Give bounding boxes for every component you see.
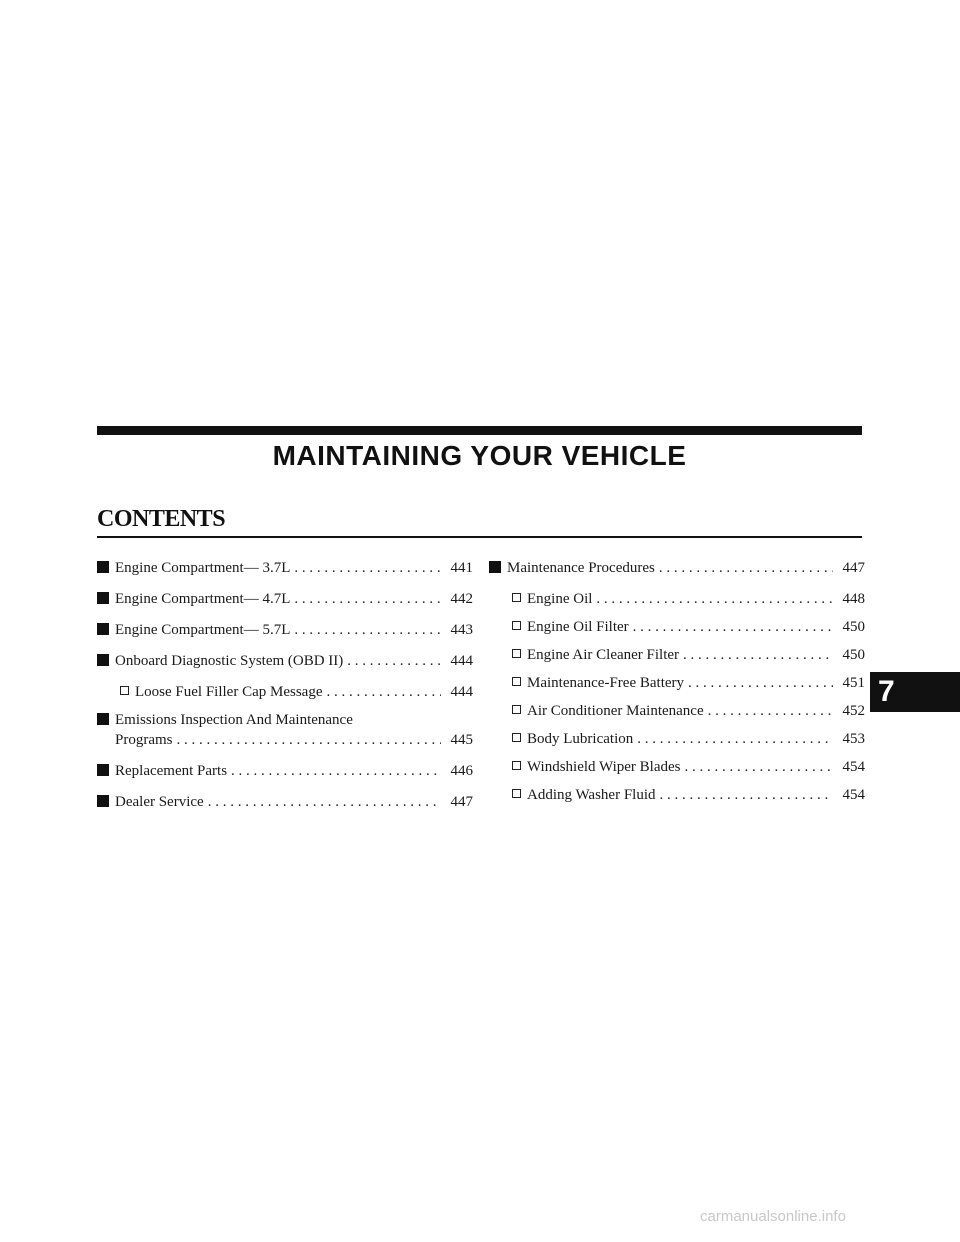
toc-entry-label: Engine Air Cleaner Filter — [527, 647, 680, 663]
toc-entry-page: 453 — [842, 731, 865, 747]
toc-entry-label: Engine Compartment— 4.7L — [115, 591, 291, 607]
toc-entry-page: 447 — [842, 560, 865, 576]
toc-entry-page: 454 — [842, 787, 865, 803]
open-square-bullet-icon — [512, 789, 521, 798]
open-square-bullet-icon — [512, 593, 521, 602]
square-bullet-icon — [97, 623, 109, 635]
toc-entry-page: 452 — [842, 703, 865, 719]
open-square-bullet-icon — [512, 733, 521, 742]
toc-entry-label: Emissions Inspection And Maintenance — [115, 712, 353, 728]
open-square-bullet-icon — [120, 686, 129, 695]
toc-entry[interactable] — [97, 620, 473, 640]
watermark: carmanualsonline.info — [700, 1208, 846, 1225]
contents-rule — [97, 536, 862, 538]
toc-entry[interactable] — [97, 558, 473, 578]
toc-entry[interactable] — [97, 710, 473, 750]
toc-entry[interactable] — [97, 792, 473, 812]
toc-entry-label: Engine Oil Filter — [527, 619, 629, 635]
dot-leader — [659, 558, 833, 578]
toc-entry-label: Onboard Diagnostic System (OBD II) — [115, 653, 344, 669]
toc-entry[interactable] — [489, 757, 865, 777]
toc-entry[interactable] — [489, 558, 865, 578]
toc-column-left — [97, 558, 473, 823]
square-bullet-icon — [97, 795, 109, 807]
dot-leader — [294, 589, 441, 609]
dot-leader — [637, 729, 833, 749]
open-square-bullet-icon — [512, 677, 521, 686]
toc-column-right — [489, 558, 865, 813]
toc-entry-label: Loose Fuel Filler Cap Message — [135, 684, 323, 700]
toc-entry-label: Maintenance Procedures — [507, 560, 655, 576]
toc-entry-label: Maintenance-Free Battery — [527, 675, 685, 691]
toc-entry-label: Body Lubrication — [527, 731, 634, 747]
square-bullet-icon — [97, 561, 109, 573]
toc-entry-page: 450 — [842, 647, 865, 663]
dot-leader — [596, 589, 833, 609]
toc-entry[interactable] — [489, 701, 865, 721]
toc-entry-page: 445 — [450, 732, 473, 748]
open-square-bullet-icon — [512, 621, 521, 630]
toc-entry-label: Engine Oil — [527, 591, 593, 607]
toc-entry-label: Windshield Wiper Blades — [527, 759, 681, 775]
toc-entry[interactable] — [489, 645, 865, 665]
dot-leader — [208, 792, 441, 812]
toc-entry[interactable] — [489, 785, 865, 805]
open-square-bullet-icon — [512, 705, 521, 714]
toc-entry-page: 441 — [450, 560, 473, 576]
square-bullet-icon — [97, 592, 109, 604]
toc-entry-label: Air Conditioner Maintenance — [527, 703, 704, 719]
square-bullet-icon — [97, 654, 109, 666]
toc-entry-page: 447 — [450, 794, 473, 810]
square-bullet-icon — [489, 561, 501, 573]
chapter-top-rule — [97, 426, 862, 435]
toc-entry-page: 454 — [842, 759, 865, 775]
toc-entry-label: Engine Compartment— 3.7L — [115, 560, 291, 576]
toc-entry-page: 442 — [450, 591, 473, 607]
toc-entry-page: 444 — [450, 653, 473, 669]
toc-entry-label: Dealer Service — [115, 794, 204, 810]
toc-entry-label-continued: Programs — [115, 732, 173, 748]
dot-leader — [294, 558, 441, 578]
dot-leader — [685, 757, 834, 777]
toc-entry[interactable] — [97, 589, 473, 609]
dot-leader — [683, 645, 833, 665]
square-bullet-icon — [97, 713, 109, 725]
dot-leader — [347, 651, 441, 671]
toc-entry[interactable] — [489, 589, 865, 609]
chapter-tab[interactable]: 7 — [870, 672, 960, 712]
toc-entry-page: 444 — [450, 684, 473, 700]
open-square-bullet-icon — [512, 761, 521, 770]
toc-entry-page: 446 — [450, 763, 473, 779]
dot-leader — [177, 730, 442, 750]
toc-entry[interactable] — [97, 761, 473, 781]
toc-entry-label: Adding Washer Fluid — [527, 787, 656, 803]
toc-entry-page: 450 — [842, 619, 865, 635]
toc-entry-page: 443 — [450, 622, 473, 638]
toc-entry-label: Replacement Parts — [115, 763, 228, 779]
toc-entry[interactable] — [489, 673, 865, 693]
dot-leader — [633, 617, 833, 637]
contents-heading: CONTENTS — [97, 506, 226, 532]
dot-leader — [294, 620, 441, 640]
dot-leader — [708, 701, 833, 721]
toc-entry[interactable] — [97, 682, 473, 702]
square-bullet-icon — [97, 764, 109, 776]
dot-leader — [231, 761, 441, 781]
dot-leader — [326, 682, 441, 702]
open-square-bullet-icon — [512, 649, 521, 658]
toc-entry[interactable] — [97, 651, 473, 671]
chapter-title: MAINTAINING YOUR VEHICLE — [272, 440, 687, 471]
toc-entry-page: 451 — [842, 675, 865, 691]
toc-entry[interactable] — [489, 617, 865, 637]
dot-leader — [660, 785, 833, 805]
toc-entry-label: Engine Compartment— 5.7L — [115, 622, 291, 638]
dot-leader — [688, 673, 833, 693]
toc-entry-page: 448 — [842, 591, 865, 607]
toc-entry[interactable] — [489, 729, 865, 749]
